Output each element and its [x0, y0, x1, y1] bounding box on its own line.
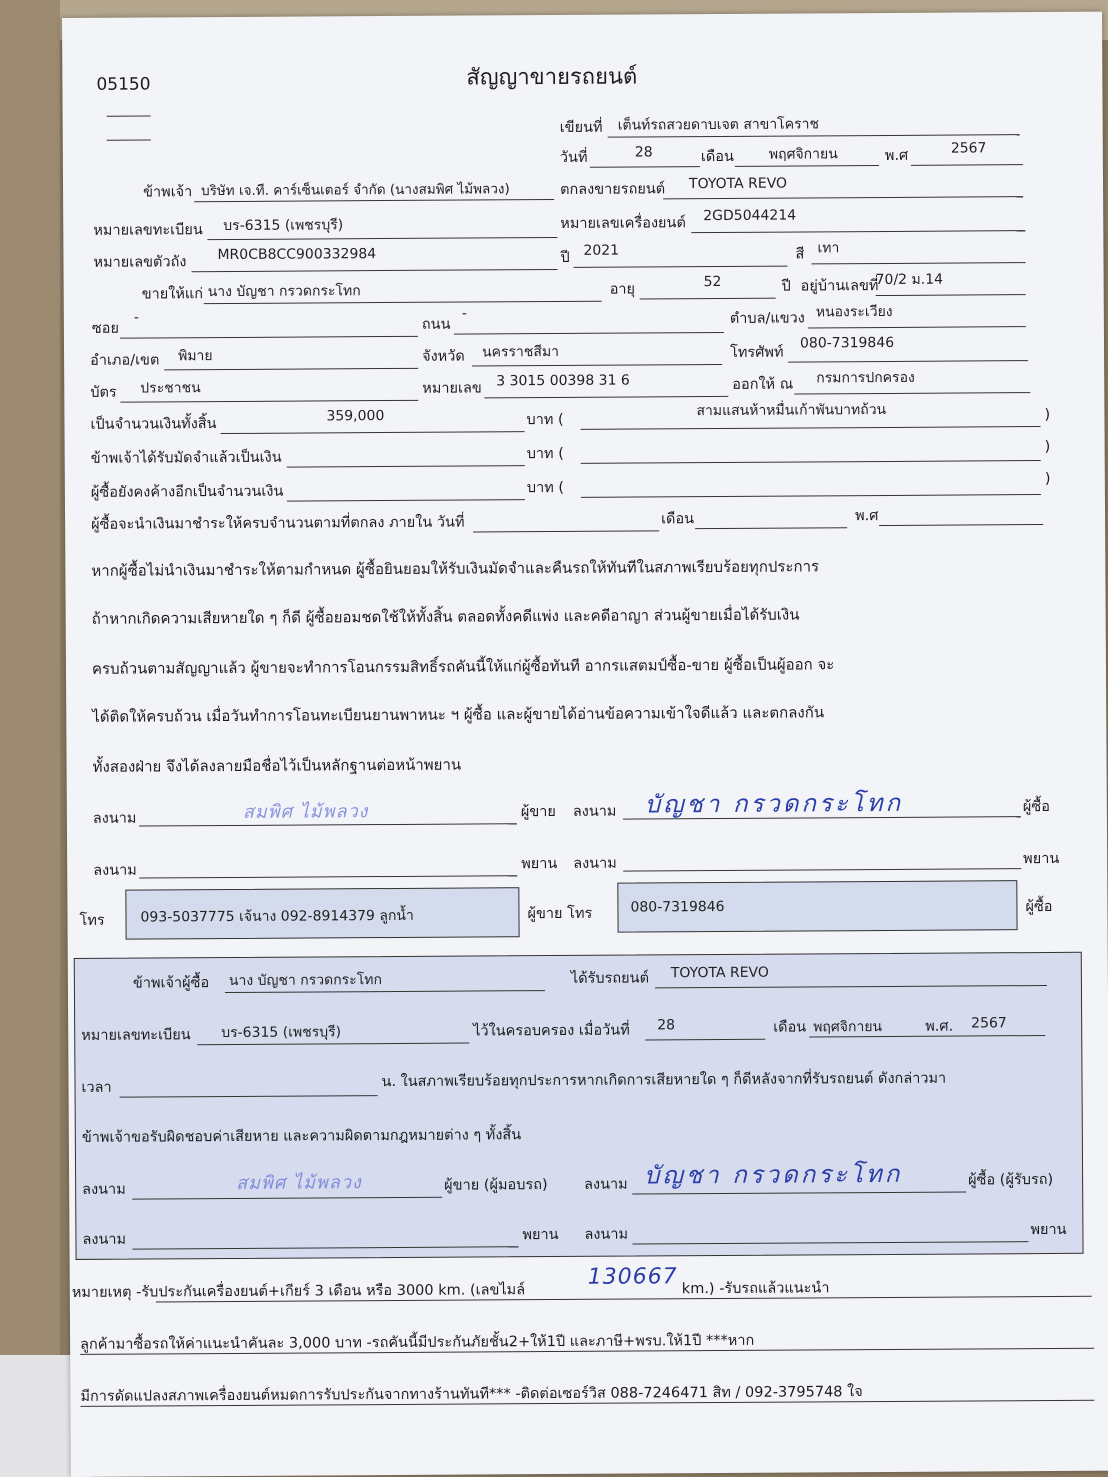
- subdistrict-label: ตำบล/แขวง: [729, 310, 805, 327]
- seller-phone-box: [125, 887, 519, 939]
- sign-label: ลงนาม: [92, 810, 137, 827]
- close-paren: ): [1044, 406, 1051, 424]
- sell-to-label: ขายให้แก่: [141, 286, 204, 303]
- card-label: บัตร: [90, 384, 117, 401]
- i-label: ข้าพเจ้า: [143, 184, 193, 201]
- deposit-label: ข้าพเจ้าได้รับมัดจำแล้วเป็นเงิน: [90, 449, 282, 467]
- receipt-reg-value: บร-6315 (เพชรบุรี): [221, 1024, 342, 1042]
- sign-label: ลงนาม: [573, 855, 617, 872]
- date-year: 2567: [950, 140, 987, 157]
- receipt-reg-label: หมายเลขทะเบียน: [81, 1027, 191, 1044]
- witness-role: พยาน: [1030, 1221, 1067, 1239]
- card-no-label: หมายเลข: [422, 380, 482, 397]
- issued-value: กรมการปกครอง: [816, 369, 915, 387]
- receipt-month: พฤศจิกายน: [813, 1019, 883, 1036]
- seller-phone-role: ผู้ขาย โทร: [527, 905, 593, 923]
- underline: [663, 196, 1023, 199]
- paragraph: ครบถ้วนตามสัญญาแล้ว ผู้ขายจะทำการโอนกรรมสิทธิ์รถคันนี้ให้แก่ผู้ซื้อทันที อากรแสตมป์ซื้อ-ขาย ผู้ซื้อเป็นผู้ออก จะ: [91, 655, 835, 678]
- sign-label: ลงนาม: [572, 803, 617, 820]
- underline: [812, 262, 1026, 264]
- note-line-2: ลูกค้ามาซื้อรถให้ค่าแนะนำคันละ 3,000 บาท -รถคันนี้มีประกันภัยชั้น2+ให้1ปี และภาษี+พรบ.ให้1ปี ***หาก: [80, 1332, 755, 1353]
- total-label: เป็นจำนวนเงินทั้งสิ้น: [90, 416, 217, 433]
- pay-by-label: ผู้ซื้อจะนำเงินมาชำระให้ครบจำนวนตามที่ตกลง ภายใน วันที่: [91, 514, 465, 533]
- car-model: TOYOTA REVO: [688, 175, 788, 193]
- phone-short-label: โทร: [79, 912, 105, 929]
- underline: [645, 1039, 765, 1041]
- underline: [808, 326, 1026, 328]
- doc-number: 05150: [96, 74, 151, 95]
- vehicle-receipt-box: [74, 952, 1084, 1260]
- paragraph: ถ้าหากเกิดความเสียหายใด ๆ ก็ดี ผู้ซื้อยอมชดใช้ให้ทั้งสิ้น ตลอดทั้งคดีแพ่ง และคดีอาญา ส่วนผู้ขายเมื่อได้รับเงิน: [91, 605, 800, 628]
- written-at-value: เต็นท์รถสวยดาบเจต สาขาโคราช: [617, 116, 819, 134]
- issued-label: ออกให้ ณ: [732, 376, 794, 393]
- month-label: เดือน: [661, 511, 695, 528]
- witness-role: พยาน: [521, 855, 558, 873]
- signature-line: [139, 875, 517, 878]
- signature-line: [132, 1197, 442, 1200]
- seller-phone-text: 093-5037775 เจ้นาง 092-8914379 ลูกน้ำ: [140, 907, 414, 926]
- receipt-year-label: พ.ศ.: [925, 1018, 954, 1035]
- car-year-value: 2021: [583, 242, 620, 259]
- month-label: เดือน: [700, 148, 734, 166]
- age-label: อายุ: [609, 281, 636, 298]
- underline: [221, 431, 525, 434]
- reg-label: หมายเลขทะเบียน: [93, 222, 203, 239]
- underline: [192, 269, 558, 272]
- buyer-phone-text: 080-7319846: [630, 898, 725, 916]
- underline: [695, 527, 847, 529]
- mileage-handwritten: 130667: [587, 1264, 678, 1290]
- receipt-buyer-name: นาง บัญชา กรวดกระโทก: [228, 972, 382, 989]
- responsibility-text: ข้าพเจ้าขอรับผิดชอบค่าเสียหาย และความผิดตามกฎหมายต่าง ๆ ทั้งสิ้น: [81, 1127, 522, 1146]
- note-line-3: มีการดัดแปลงสภาพเครื่องยนต์หมดการรับประกันจากทางร้านทันที*** -ติดต่อเซอร์วิส 088-7246471 สิท / 092-3795748 ใจ: [80, 1384, 863, 1405]
- witness-role: พยาน: [522, 1226, 559, 1244]
- signature-line: [623, 868, 1021, 871]
- receipt-year: 2567: [971, 1015, 1007, 1032]
- note-line-1b: km.) -รับรถแล้วแนะนำ: [681, 1280, 830, 1298]
- engine-label: หมายเลขเครื่องยนต์: [560, 215, 686, 232]
- sign-label: ลงนาม: [82, 1181, 126, 1198]
- underline: [788, 360, 1028, 362]
- color-value: เทา: [817, 240, 840, 257]
- buyer-role: ผู้ซื้อ: [1022, 798, 1050, 816]
- buyer-signature: บัญชา กรวดกระโทก: [644, 788, 904, 819]
- receipt-buyer-role: ผู้ซื้อ (ผู้รับรถ): [968, 1171, 1054, 1189]
- background-table-left: [0, 0, 60, 1477]
- receipt-car-model: TOYOTA REVO: [670, 964, 769, 982]
- punch-mark: [107, 115, 151, 116]
- sign-label: ลงนาม: [584, 1226, 629, 1243]
- underline: [120, 336, 418, 339]
- date-month: พฤศจิกายน: [768, 146, 838, 163]
- underline: [287, 465, 525, 467]
- received-label: ได้รับรถยนต์: [570, 970, 650, 987]
- underline: [581, 494, 1041, 498]
- seller-role: ผู้ขาย: [520, 803, 556, 821]
- underline: [574, 266, 788, 268]
- underline: [164, 368, 418, 371]
- province-label: จังหวัด: [422, 348, 465, 365]
- date-label: วันที่: [559, 149, 588, 166]
- sign-label: ลงนาม: [93, 862, 137, 879]
- underline: [655, 985, 1047, 988]
- road-value: -: [461, 305, 467, 322]
- card-no-value: 3 3015 00398 31 6: [496, 372, 630, 390]
- chassis-value: MR0CB8CC900332984: [217, 246, 377, 264]
- underline: [120, 1095, 378, 1098]
- year-label: พ.ศ: [855, 508, 879, 525]
- agree-sell-label: ตกลงขายรถยนต์: [560, 181, 666, 198]
- district-value: พิมาย: [178, 348, 213, 365]
- underline: [590, 166, 700, 168]
- reg-value: บร-6315 (เพชรบุรี): [223, 217, 344, 235]
- page-title: สัญญาขายรถยนต์: [466, 64, 638, 91]
- phone-label: โทรศัพท์: [730, 344, 784, 361]
- receipt-buyer-label: ข้าพเจ้าผู้ซื้อ: [132, 975, 210, 992]
- signature-line: [133, 1246, 519, 1249]
- underline: [691, 230, 1025, 233]
- sign-label: ลงนาม: [584, 1176, 628, 1193]
- underline: [876, 294, 1026, 296]
- total-value: 359,000: [326, 408, 385, 425]
- receipt-seller-role: ผู้ขาย (ผู้มอบรถ): [444, 1177, 548, 1194]
- paragraph: ทั้งสองฝ่าย จึงได้ลงลายมือชื่อไว้เป็นหลักฐานต่อหน้าพยาน: [92, 755, 462, 776]
- buyer-role: ผู้ซื้อ: [1025, 898, 1053, 916]
- phone-value: 080-7319846: [799, 334, 895, 352]
- punch-mark: [107, 139, 151, 140]
- underline: [207, 237, 557, 240]
- underline: [581, 426, 1041, 430]
- underline: [120, 400, 418, 403]
- close-paren: ): [1044, 438, 1051, 456]
- receipt-buyer-signature: บัญชา กรวดกระโทก: [643, 1159, 903, 1190]
- year-label: พ.ศ: [884, 147, 909, 164]
- written-at-label: เขียนที่: [559, 119, 603, 136]
- house-label: อยู่บ้านเลขที่: [800, 278, 879, 295]
- soi-value: -: [133, 309, 139, 326]
- witness-role: พยาน: [1023, 850, 1060, 868]
- car-year-label: ปี: [560, 249, 570, 266]
- sign-label: ลงนาม: [82, 1231, 127, 1248]
- engine-value: 2GD5044214: [703, 207, 797, 225]
- chassis-label: หมายเลขตัวถัง: [93, 254, 187, 271]
- paragraph: ได้ติดให้ครบถ้วน เมื่อวันทำการโอนทะเบียนยานพาหนะ ฯ ผู้ซื้อ และผู้ขายได้อ่านข้อความเข้าใจดีแล้ว และตกลงกัน: [92, 703, 825, 726]
- underline: [911, 164, 1023, 166]
- house-value: 70/2 ม.14: [875, 271, 944, 289]
- signature-line: [632, 1241, 1028, 1244]
- soi-label: ซอย: [91, 320, 119, 337]
- condition-text: น. ในสภาพเรียบร้อยทุกประการหากเกิดการเสียหายใด ๆ ก็ดีหลังจากที่รับรถยนต์ ดังกล่าวมา: [381, 1070, 947, 1091]
- buyer-phone-box: [617, 880, 1017, 932]
- age-value: 52: [703, 273, 722, 291]
- baht-label: บาท (: [526, 445, 564, 463]
- underline: [794, 392, 1030, 394]
- card-value: ประชาชน: [140, 380, 201, 397]
- road-label: ถนน: [421, 316, 451, 333]
- paragraph: หากผู้ซื้อไม่นำเงินมาชำระให้ตามกำหนด ผู้ซื้อยินยอมให้รับเงินมัดจำและคืนรถให้ทันทีในสภาพเรียบร้อยทุกประการ: [91, 557, 820, 580]
- underline: [473, 530, 659, 532]
- receipt-seller-signature: สมพิศ ไม้พลวง: [236, 1172, 362, 1194]
- underline: [879, 524, 1043, 526]
- color-label: สี: [795, 246, 805, 263]
- baht-label: บาท (: [526, 411, 564, 429]
- subdistrict-value: หนองระเวียง: [815, 303, 893, 321]
- district-label: อำเภอ/เขต: [90, 352, 160, 369]
- receipt-day: 28: [657, 1017, 676, 1034]
- province-value: นครราชสีมา: [482, 343, 560, 361]
- age-unit: ปี: [781, 278, 791, 295]
- underline: [581, 460, 1041, 464]
- contract-paper: [62, 12, 1108, 1477]
- total-words: สามแสนห้าหมื่นเก้าพันบาทถ้วน: [696, 401, 887, 420]
- date-day: 28: [634, 144, 653, 161]
- buyer-name: นาง บัญชา กรวดกระโทก: [207, 283, 361, 301]
- possession-label: ไว้ในครอบครอง เมื่อวันที่: [473, 1022, 630, 1040]
- underline: [472, 364, 722, 367]
- receipt-month-label: เดือน: [773, 1019, 807, 1036]
- note-line-1a: หมายเหตุ -รับประกันเครื่องยนต์+เกียร์ 3 เดือน หรือ 3000 km. (เลขไมล์: [71, 1282, 526, 1301]
- seller-name: บริษัท เจ.ที. คาร์เซ็นเตอร์ จำกัด (นางสมพิศ ไม้พลวง): [201, 181, 510, 200]
- remaining-label: ผู้ซื้อยังคงค้างอีกเป็นจำนวนเงิน: [90, 483, 284, 501]
- time-label: เวลา: [81, 1079, 112, 1096]
- underline: [287, 499, 525, 501]
- underline: [640, 298, 776, 300]
- close-paren: ): [1044, 470, 1051, 488]
- seller-signature: สมพิศ ไม้พลวง: [242, 801, 369, 823]
- underline: [484, 396, 728, 398]
- baht-label: บาท (: [526, 479, 565, 497]
- underline: [454, 332, 724, 335]
